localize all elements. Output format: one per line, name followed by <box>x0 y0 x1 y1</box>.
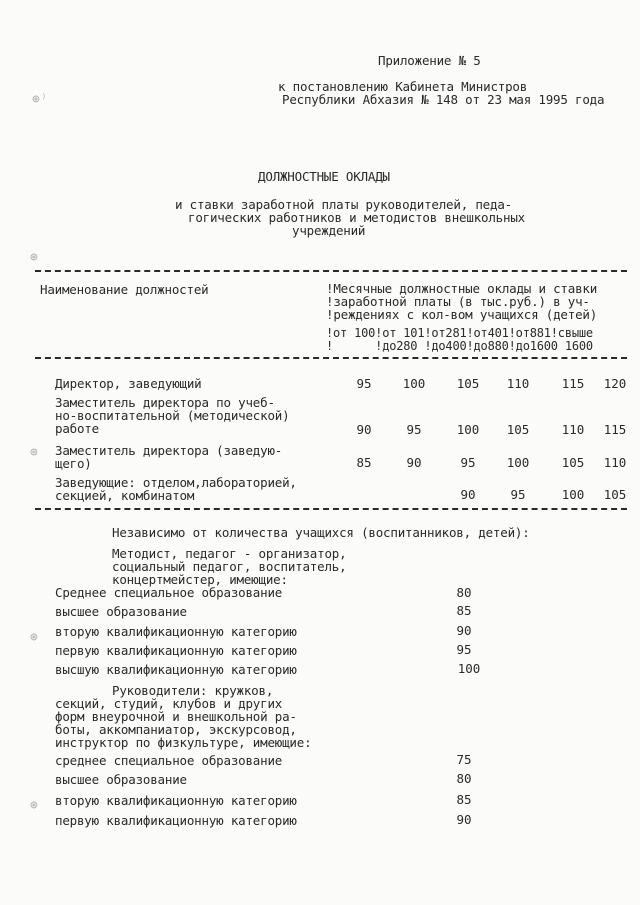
salary-value: 100 <box>402 376 426 391</box>
table-header-rule <box>35 357 627 359</box>
qualification-value: 80 <box>456 585 472 600</box>
salary-value: 85 <box>356 455 372 470</box>
group2-intro: форм внеурочной и внешкольной ра- <box>55 709 297 724</box>
qualification-value: 100 <box>457 661 481 676</box>
document-subtitle-1: и ставки заработной платы руководителей, педа- <box>175 197 512 212</box>
salary-value: 100 <box>506 455 530 470</box>
appendix-label: Приложение № 5 <box>378 53 481 68</box>
qualification-value: 85 <box>456 603 472 618</box>
salary-value: 90 <box>406 455 422 470</box>
qualification-value: 90 <box>456 812 472 827</box>
salary-value: 110 <box>561 422 585 437</box>
salary-value: 120 <box>603 376 627 391</box>
position-name: секцией, комбинатом <box>55 488 195 503</box>
table-bottom-rule <box>35 508 627 510</box>
group1-intro: социальный педагог, воспитатель, <box>112 559 347 574</box>
col-salary-header-2: !заработной платы (в тыс.руб.) в уч- <box>326 294 590 309</box>
position-name: щего) <box>55 456 92 471</box>
margin-mark-icon: ⊛ <box>30 445 38 460</box>
qualification-label: высшее образование <box>55 604 187 619</box>
position-name: Заместитель директора (заведую- <box>55 443 283 458</box>
salary-value: 105 <box>561 455 585 470</box>
group2-intro: Руководители: кружков, <box>112 683 274 698</box>
qualification-value: 75 <box>456 752 472 767</box>
qualification-label: вторую квалификационную категорию <box>55 793 297 808</box>
group2-intro: боты, аккомпаниатор, экскурсовод, <box>55 722 297 737</box>
salary-value: 105 <box>506 422 530 437</box>
salary-value: 105 <box>603 487 627 502</box>
qualification-label: высшее образование <box>55 772 187 787</box>
col-salary-header-1: !Месячные должностные оклады и ставки <box>326 281 598 296</box>
group1-intro: концертмейстер, имеющие: <box>112 572 288 587</box>
salary-value: 95 <box>460 455 476 470</box>
salary-value: 115 <box>561 376 585 391</box>
qualification-label: первую квалификационную категорию <box>55 813 297 828</box>
document-title: ДОЛЖНОСТНЫЕ ОКЛАДЫ <box>258 169 390 184</box>
salary-value: 95 <box>356 376 372 391</box>
document-subtitle-2: гогических работников и методистов внешкольных <box>188 210 525 225</box>
independent-heading: Независимо от количества учащихся (воспитанников, детей): <box>112 525 530 540</box>
position-name: работе <box>55 421 99 436</box>
qualification-value: 95 <box>456 642 472 657</box>
qualification-value: 85 <box>456 792 472 807</box>
margin-mark-icon: ⊛ <box>30 630 38 645</box>
salary-value: 95 <box>510 487 526 502</box>
ranges-line-2: ! !до280 !до400!до880!до1600 1600 <box>326 339 593 353</box>
salary-value: 110 <box>506 376 530 391</box>
qualification-label: среднее специальное образование <box>55 753 283 768</box>
salary-value: 115 <box>603 422 627 437</box>
margin-mark-icon: ⊛ <box>30 250 38 265</box>
salary-value: 90 <box>356 422 372 437</box>
position-name: Директор, заведующий <box>55 376 202 391</box>
decree-line-2: Республики Абхазия № 148 от 23 мая 1995 года <box>282 92 605 107</box>
qualification-label: высшую квалификационную категорию <box>55 662 297 677</box>
salary-value: 100 <box>561 487 585 502</box>
col-name-header: Наименование должностей <box>40 282 209 297</box>
ranges-line-1: !от 100!от 101!от281!от401!от881!свыше <box>326 326 593 340</box>
decree-line-1: к постановлению Кабинета Министров <box>278 79 528 94</box>
salary-value: 105 <box>456 376 480 391</box>
group2-intro: секций, студий, клубов и других <box>55 696 283 711</box>
qualification-value: 90 <box>456 623 472 638</box>
position-name: Заведующие: отделом,лабораторией, <box>55 475 297 490</box>
margin-mark-icon: ⊛⁾ <box>32 92 48 107</box>
salary-value: 95 <box>406 422 422 437</box>
position-name: но-воспитательной (методической) <box>55 408 290 423</box>
salary-value: 90 <box>460 487 476 502</box>
group2-intro: инструктор по физкультуре, имеющие: <box>55 735 312 750</box>
document-subtitle-3: учреждений <box>292 223 366 238</box>
group1-intro: Методист, педагог - организатор, <box>112 546 347 561</box>
qualification-label: Среднее специальное образование <box>55 585 283 600</box>
qualification-label: вторую квалификационную категорию <box>55 624 297 639</box>
table-top-rule <box>35 270 627 272</box>
margin-mark-icon: ⊛ <box>30 798 38 813</box>
salary-value: 100 <box>456 422 480 437</box>
qualification-value: 80 <box>456 771 472 786</box>
salary-value: 110 <box>603 455 627 470</box>
position-name: Заместитель директора по учеб- <box>55 395 275 410</box>
col-salary-header-3: !реждениях с кол-вом учащихся (детей) <box>326 307 598 322</box>
qualification-label: первую квалификационную категорию <box>55 643 297 658</box>
